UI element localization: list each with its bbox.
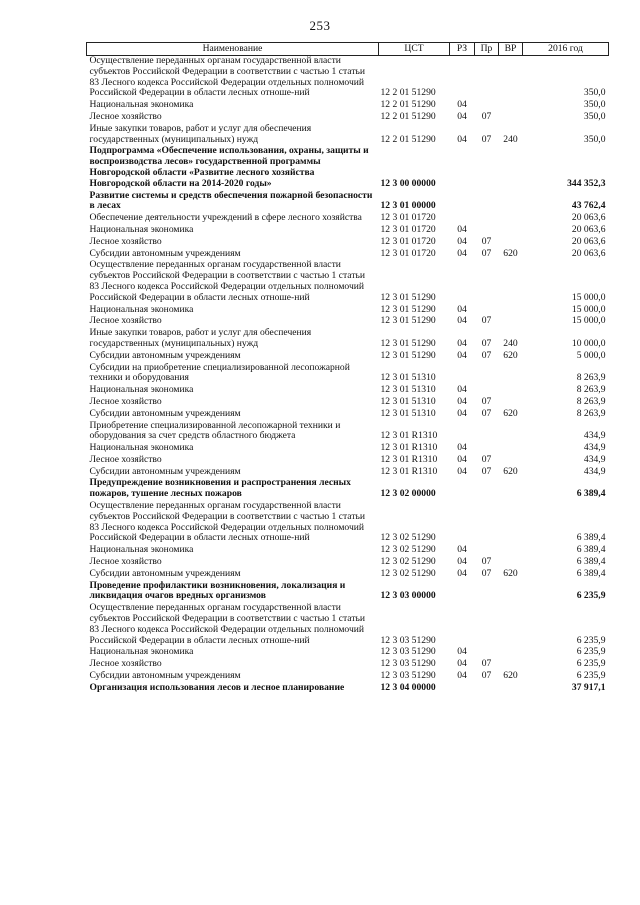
header-vr: ВР <box>499 43 523 56</box>
row-name: Национальная экономика <box>89 646 194 658</box>
table-row <box>87 443 609 455</box>
row-rz <box>450 56 475 101</box>
header-amount: 2016 год <box>523 43 609 56</box>
header-row <box>87 43 609 56</box>
row-cst: 12 3 01 51310 <box>380 395 436 407</box>
row-amount: 434,9 <box>583 453 606 465</box>
row-cst: 12 3 01 51290 <box>380 349 436 361</box>
row-vr <box>499 397 523 409</box>
row-amount: 350,0 <box>583 99 606 111</box>
row-vr <box>499 545 523 557</box>
row-pr <box>475 56 499 101</box>
row-pr <box>475 478 499 501</box>
row-name: Национальная экономика <box>89 303 194 315</box>
table-row <box>87 581 609 604</box>
row-name: Субсидии автономным учреждениям <box>89 349 241 361</box>
row-amount: 15 000,0 <box>571 303 606 315</box>
row-cst: 12 3 03 00000 <box>380 590 436 602</box>
row-name: Лесное хозяйство <box>89 235 162 247</box>
row-pr <box>475 421 499 444</box>
row-rz: 04 <box>457 315 467 327</box>
row-name: Лесное хозяйство <box>89 658 162 670</box>
row-name: Субсидии автономным учреждениям <box>89 407 241 419</box>
row-pr: 07 <box>481 670 492 682</box>
row-pr: 07 <box>481 110 492 122</box>
row-rz: 04 <box>457 133 467 145</box>
row-name: Национальная экономика <box>89 384 194 396</box>
table-row <box>87 455 609 467</box>
row-rz: 04 <box>457 99 467 111</box>
table-row <box>87 351 609 363</box>
row-pr: 07 <box>481 349 492 361</box>
row-amount: 6 235,9 <box>576 658 606 670</box>
row-cst: 12 3 01 51290 <box>380 291 436 303</box>
row-amount: 8 263,9 <box>576 395 606 407</box>
row-pr <box>475 213 499 225</box>
row-pr: 07 <box>481 315 492 327</box>
row-rz: 04 <box>457 442 467 454</box>
row-amount: 6 389,4 <box>576 544 606 556</box>
row-name: Развитие системы и средств обеспечения пожарной безопасности в лесах <box>89 189 373 212</box>
row-cst: 12 3 01 01720 <box>380 212 436 224</box>
row-vr <box>499 146 523 190</box>
row-name: Подпрограмма «Обеспечение использования, охраны, защиты и воспроизводства лесов» государственной программы Новгородской области «Развитие лесного хозяйства Новгородской области на 2014-2020 годы» <box>89 145 369 189</box>
row-name: Предупреждение возникновения и распространения лесных пожаров, тушение лесных пожаров <box>89 477 351 500</box>
row-cst: 12 3 02 51290 <box>380 556 436 568</box>
row-name: Национальная экономика <box>89 442 194 454</box>
row-vr: 620 <box>503 349 518 361</box>
row-pr: 07 <box>481 453 492 465</box>
row-name: Субсидии автономным учреждениям <box>89 670 241 682</box>
row-pr: 07 <box>481 337 492 349</box>
row-amount: 434,9 <box>583 465 606 477</box>
row-amount: 6 389,4 <box>576 532 606 544</box>
row-vr: 620 <box>503 407 518 419</box>
row-amount: 6 235,9 <box>576 670 606 682</box>
row-cst: 12 3 00 00000 <box>380 177 436 189</box>
row-amount: 10 000,0 <box>571 337 606 349</box>
row-rz: 04 <box>457 223 467 235</box>
row-vr: 620 <box>503 670 518 682</box>
row-rz: 04 <box>457 407 467 419</box>
row-cst: 12 2 01 51290 <box>380 99 436 111</box>
row-name: Национальная экономика <box>89 544 194 556</box>
row-name: Национальная экономика <box>89 223 194 235</box>
row-vr <box>499 237 523 249</box>
row-name: Проведение профилактики возникновения, локализация и ликвидация очагов вредных организмов <box>89 579 346 602</box>
row-pr <box>475 260 499 304</box>
row-vr <box>499 100 523 112</box>
row-vr <box>499 501 523 545</box>
row-vr <box>499 191 523 214</box>
row-pr <box>475 146 499 190</box>
row-vr <box>499 305 523 317</box>
row-cst: 12 3 03 51290 <box>380 634 436 646</box>
row-rz: 04 <box>457 670 467 682</box>
row-vr: 240 <box>503 133 518 145</box>
page-number: 253 <box>309 18 331 33</box>
row-vr <box>499 56 523 101</box>
row-rz: 04 <box>457 337 467 349</box>
row-amount: 6 389,4 <box>576 567 606 579</box>
table-row <box>87 603 609 647</box>
table-row <box>87 478 609 501</box>
table-row <box>87 124 609 147</box>
table-row <box>87 421 609 444</box>
header-name: Наименование <box>87 43 379 56</box>
table-row <box>87 683 609 695</box>
row-cst: 12 3 01 R1310 <box>380 465 438 477</box>
row-vr: 620 <box>503 247 518 259</box>
row-pr: 07 <box>481 465 492 477</box>
row-cst: 12 3 01 00000 <box>380 200 436 212</box>
row-rz <box>450 260 475 304</box>
row-amount: 350,0 <box>583 110 606 122</box>
row-vr <box>499 385 523 397</box>
table-row <box>87 100 609 112</box>
row-rz: 04 <box>457 556 467 568</box>
row-rz: 04 <box>457 303 467 315</box>
row-vr: 620 <box>503 567 518 579</box>
row-amount: 6 389,4 <box>576 556 606 568</box>
row-pr: 07 <box>481 567 492 579</box>
row-vr <box>499 363 523 386</box>
row-name: Субсидии автономным учреждениям <box>89 247 241 259</box>
row-pr <box>475 683 499 695</box>
row-pr: 07 <box>481 235 492 247</box>
row-amount: 8 263,9 <box>576 407 606 419</box>
row-name: Лесное хозяйство <box>89 110 162 122</box>
row-cst: 12 3 02 00000 <box>380 488 436 500</box>
row-vr <box>499 581 523 604</box>
row-name: Приобретение специализированной лесопожарной техники и оборудования за счет средств областного бюджета <box>89 419 341 442</box>
row-cst: 12 3 03 51290 <box>380 658 436 670</box>
row-pr <box>475 191 499 214</box>
row-rz <box>450 191 475 214</box>
row-cst: 12 3 01 R1310 <box>380 430 438 442</box>
row-pr <box>475 603 499 647</box>
row-cst: 12 3 03 51290 <box>380 646 436 658</box>
row-amount: 344 352,3 <box>567 177 606 189</box>
row-amount: 20 063,6 <box>571 223 606 235</box>
row-vr: 620 <box>503 465 518 477</box>
row-rz <box>450 478 475 501</box>
budget-table <box>86 42 609 695</box>
table-row <box>87 260 609 304</box>
row-amount: 8 263,9 <box>576 384 606 396</box>
row-amount: 20 063,6 <box>571 235 606 247</box>
row-amount: 6 235,9 <box>576 590 606 602</box>
row-vr <box>499 316 523 328</box>
row-name: Лесное хозяйство <box>89 453 162 465</box>
table-row <box>87 305 609 317</box>
table-body <box>87 56 609 695</box>
row-cst: 12 2 01 51290 <box>380 87 436 99</box>
row-rz: 04 <box>457 544 467 556</box>
table-row <box>87 397 609 409</box>
row-vr <box>499 683 523 695</box>
row-rz: 04 <box>457 646 467 658</box>
row-amount: 20 063,6 <box>571 247 606 259</box>
table-row <box>87 385 609 397</box>
row-pr: 07 <box>481 133 492 145</box>
row-cst: 12 3 01 R1310 <box>380 442 438 454</box>
row-rz: 04 <box>457 453 467 465</box>
row-amount: 15 000,0 <box>571 315 606 327</box>
header-rz: РЗ <box>450 43 475 56</box>
row-cst: 12 3 01 51310 <box>380 407 436 419</box>
row-name: Субсидии автономным учреждениям <box>89 567 241 579</box>
table-row <box>87 237 609 249</box>
row-vr <box>499 225 523 237</box>
row-pr: 07 <box>481 247 492 259</box>
table-row <box>87 56 609 101</box>
row-rz: 04 <box>457 658 467 670</box>
row-rz <box>450 363 475 386</box>
row-vr <box>499 213 523 225</box>
row-cst: 12 3 03 51290 <box>380 670 436 682</box>
row-vr <box>499 603 523 647</box>
row-cst: 12 3 01 51290 <box>380 315 436 327</box>
table-row <box>87 328 609 351</box>
row-vr <box>499 443 523 455</box>
row-amount: 15 000,0 <box>571 291 606 303</box>
header-pr: Пр <box>475 43 499 56</box>
table-row <box>87 146 609 190</box>
row-pr <box>475 581 499 604</box>
row-vr <box>499 112 523 124</box>
row-name: Лесное хозяйство <box>89 556 162 568</box>
header-cst: ЦСТ <box>379 43 450 56</box>
row-amount: 6 235,9 <box>576 634 606 646</box>
row-pr <box>475 225 499 237</box>
row-amount: 20 063,6 <box>571 212 606 224</box>
row-amount: 434,9 <box>583 430 606 442</box>
table-row <box>87 409 609 421</box>
row-amount: 6 389,4 <box>576 488 606 500</box>
row-rz: 04 <box>457 384 467 396</box>
row-cst: 12 3 02 51290 <box>380 567 436 579</box>
table-row <box>87 545 609 557</box>
row-vr <box>499 260 523 304</box>
row-amount: 434,9 <box>583 442 606 454</box>
row-pr: 07 <box>481 395 492 407</box>
row-name: Обеспечение деятельности учреждений в сфере лесного хозяйства <box>89 212 362 224</box>
row-amount: 43 762,4 <box>571 200 606 212</box>
table-row <box>87 569 609 581</box>
row-rz: 04 <box>457 465 467 477</box>
row-name: Иные закупки товаров, работ и услуг для обеспечения государственных (муниципальных) нужд <box>89 327 312 349</box>
row-rz: 04 <box>457 349 467 361</box>
row-rz: 04 <box>457 567 467 579</box>
row-rz: 04 <box>457 110 467 122</box>
row-name: Лесное хозяйство <box>89 315 162 327</box>
row-cst: 12 3 01 01720 <box>380 235 436 247</box>
row-cst: 12 3 01 01720 <box>380 223 436 235</box>
table-header <box>87 43 609 56</box>
row-name: Осуществление переданных органам государственной власти субъектов Российской Федерации в соответствии с частью 1 статьи 83 Лесного кодекса Российской Федерации отдельных полномочий Российской Федерации в области лесных отноше-ний <box>89 259 366 303</box>
table-row <box>87 501 609 545</box>
table-row <box>87 363 609 386</box>
row-pr <box>475 501 499 545</box>
row-name: Субсидии на приобретение специализированной лесопожарной техники и оборудования <box>89 361 350 384</box>
row-amount: 350,0 <box>583 133 606 145</box>
row-rz <box>450 146 475 190</box>
row-rz <box>450 683 475 695</box>
row-vr: 240 <box>503 337 518 349</box>
table-row <box>87 191 609 214</box>
row-rz: 04 <box>457 235 467 247</box>
table-row <box>87 112 609 124</box>
row-name: Иные закупки товаров, работ и услуг для обеспечения государственных (муниципальных) нужд <box>89 122 312 145</box>
row-name: Организация использования лесов и лесное планирование <box>89 681 345 693</box>
row-pr: 07 <box>481 658 492 670</box>
row-amount: 5 000,0 <box>576 349 606 361</box>
row-name: Лесное хозяйство <box>89 395 162 407</box>
row-cst: 12 3 01 51290 <box>380 337 436 349</box>
row-amount: 6 235,9 <box>576 646 606 658</box>
row-name: Осуществление переданных органам государственной власти субъектов Российской Федерации в соответствии с частью 1 статьи 83 Лесного кодекса Российской Федерации отдельных полномочий Российской Федерации в области лесных отноше-ний <box>89 602 366 646</box>
row-cst: 12 3 01 51310 <box>380 384 436 396</box>
row-pr: 07 <box>481 407 492 419</box>
row-vr <box>499 455 523 467</box>
row-amount: 37 917,1 <box>571 681 606 693</box>
row-cst: 12 3 01 01720 <box>380 247 436 259</box>
row-cst: 12 3 01 R1310 <box>380 453 438 465</box>
row-cst: 12 3 02 51290 <box>380 532 436 544</box>
row-rz: 04 <box>457 247 467 259</box>
row-cst: 12 2 01 51290 <box>380 133 436 145</box>
table-row <box>87 225 609 237</box>
row-vr <box>499 647 523 659</box>
row-pr <box>475 363 499 386</box>
row-name: Субсидии автономным учреждениям <box>89 465 241 477</box>
row-rz <box>450 581 475 604</box>
row-name: Осуществление переданных органам государственной власти субъектов Российской Федерации в соответствии с частью 1 статьи 83 Лесного кодекса Российской Федерации отдельных полномочий Российской Федерации в области лесных отноше-ний <box>89 500 366 544</box>
row-rz <box>450 421 475 444</box>
row-pr: 07 <box>481 556 492 568</box>
row-rz: 04 <box>457 395 467 407</box>
row-rz <box>450 501 475 545</box>
table-row <box>87 647 609 659</box>
row-cst: 12 3 01 51290 <box>380 303 436 315</box>
row-cst: 12 3 01 51310 <box>380 372 436 384</box>
row-name: Осуществление переданных органам государственной власти субъектов Российской Федерации в соответствии с частью 1 статьи 83 Лесного кодекса Российской Федерации отдельных полномочий Российской Федерации в области лесных отноше-ний <box>89 55 366 99</box>
row-rz <box>450 603 475 647</box>
row-cst: 12 3 02 51290 <box>380 544 436 556</box>
row-amount: 350,0 <box>583 87 606 99</box>
row-amount: 8 263,9 <box>576 372 606 384</box>
row-vr <box>499 421 523 444</box>
row-name: Национальная экономика <box>89 99 194 111</box>
row-cst: 12 3 04 00000 <box>380 681 436 693</box>
row-cst: 12 2 01 51290 <box>380 110 436 122</box>
row-vr <box>499 478 523 501</box>
